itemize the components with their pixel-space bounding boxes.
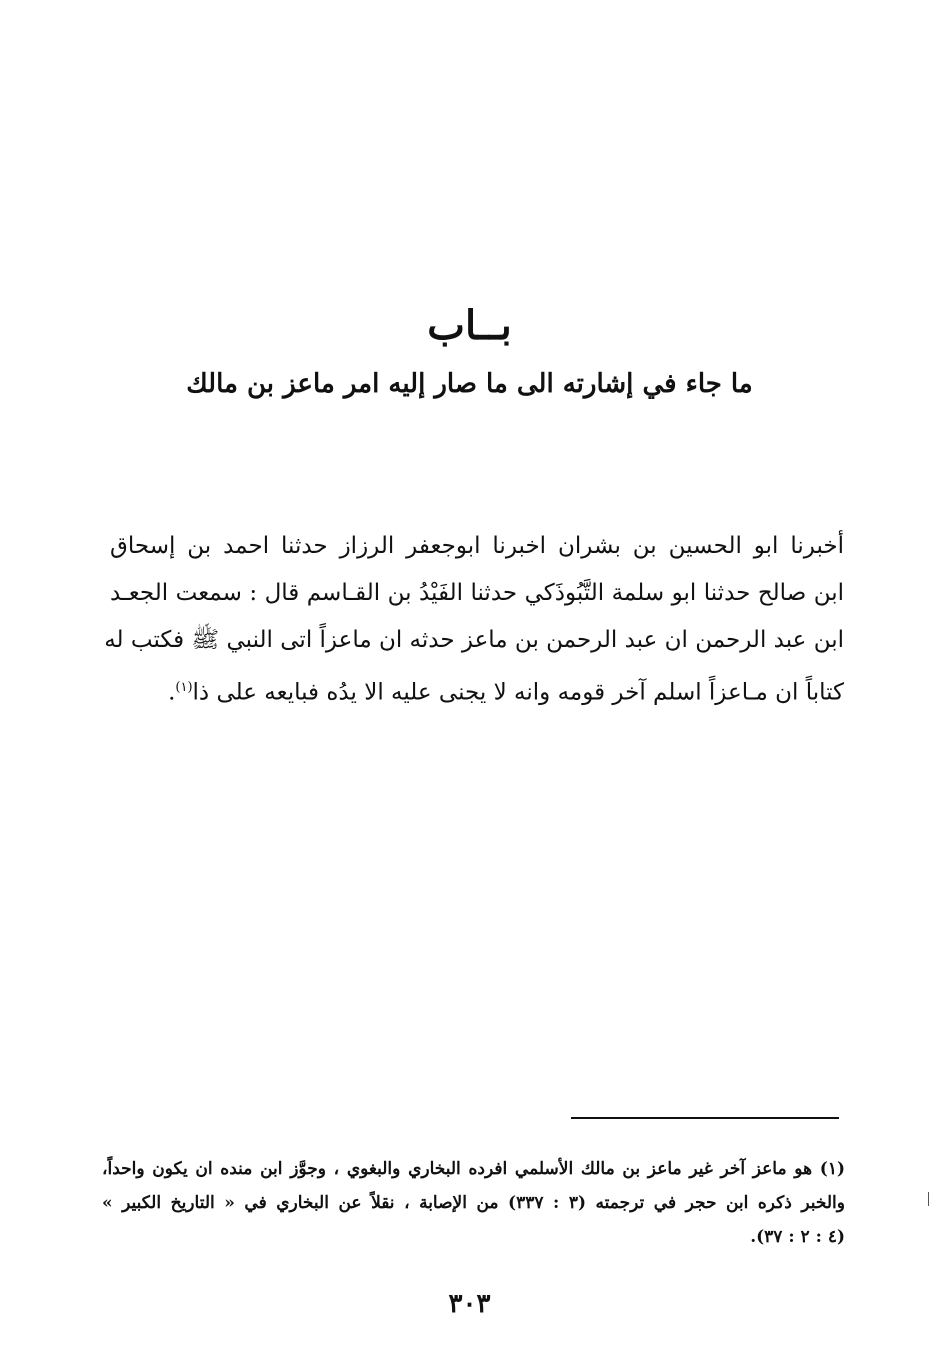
- footnotes: [102, 1152, 845, 1254]
- body-line: [110, 664, 844, 717]
- footnote-reference: (١): [175, 680, 193, 695]
- body-line-punctuation: .: [168, 679, 176, 706]
- body-line: ابن صالح حدثنا ابو سلمة التَّبُوذَكي حدثنا الفَيْدُ بن القـاسم قال : سمعت الجعـد: [110, 580, 844, 606]
- footnote-line: (٤ : ٢ : ٣٧).: [750, 1227, 845, 1247]
- body-line-text: كتاباً ان مـاعزاً اسلم آخر قومه وانه لا يجنى عليه الا يدُه فبايعه على ذا: [192, 679, 844, 706]
- chapter-subtitle: ما جاء في إشارته الى ما صار إليه امر ماعز بن مالك: [186, 369, 753, 399]
- body-line: أخبرنا ابو الحسين بن بشران اخبرنا ابوجعفر الرزاز حدثنا احمد بن إسحاق: [110, 533, 844, 559]
- footnote-line: (١) هو ماعز آخر غير ماعز بن مالك الأسلمي افرده البخاري والبغوي ، وجوَّز ابن منده ان يكون واحداً،: [102, 1159, 845, 1179]
- footnote-separator: [571, 1117, 839, 1119]
- body-paragraph: [104, 523, 844, 717]
- body-line: ابن عبد الرحمن ان عبد الرحمن بن ماعز حدثه ان ماعزاً اتى النبي ﷺ فكتب له: [104, 627, 844, 653]
- chapter-heading: بــاب: [427, 302, 512, 349]
- scan-edge-mark: [928, 1192, 929, 1206]
- footnote-line: والخبر ذكره ابن حجر في ترجمته (٣ : ٣٣٧) من الإصابة ، نقلاً عن البخاري في « التاريخ الكبير »: [102, 1193, 845, 1213]
- page-number: ٣٠٣: [448, 1289, 491, 1319]
